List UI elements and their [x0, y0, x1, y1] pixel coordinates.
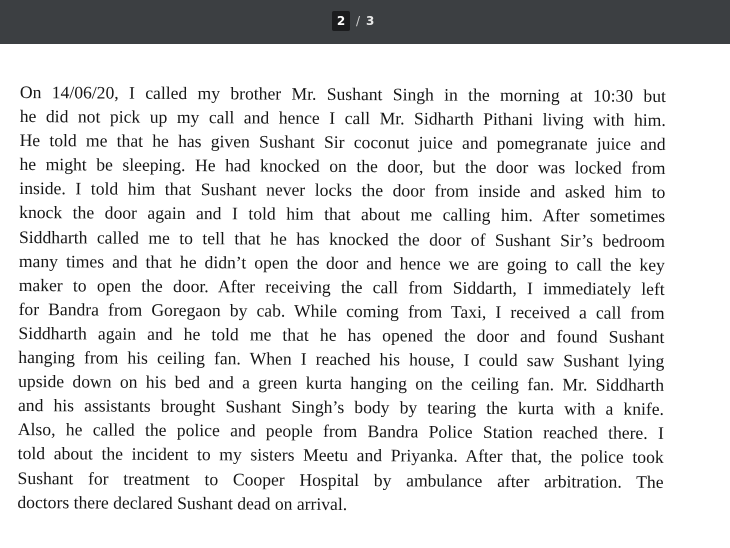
current-page-field[interactable]: 2 [332, 11, 350, 31]
text-line: Siddharth again and he told me that he has opened the door and found Sushant [18, 322, 665, 347]
text-line: hanging from his ceiling fan. When I reached his house, I could saw Sushant lying [18, 347, 665, 371]
text-line: doctors there declared Sushant dead on arrival. [17, 491, 348, 514]
total-pages: 3 [366, 14, 375, 28]
document-page [0, 44, 730, 548]
text-line: and his assistants brought Sushant Singh’s body by tearing the kurta with a knife. [17, 395, 665, 420]
text-line: told about the incident to my sisters Meetu and Priyanka. After that, the police took [17, 443, 664, 468]
page-indicator [332, 11, 374, 31]
text-line: for Bandra from Goregaon by cab. While coming from Taxi, I received a call from [18, 298, 665, 323]
text-line: inside. I told him that Sushant never locks the door from inside and asked him to [19, 178, 666, 203]
text-line: Also, he called the police and people from Bandra Police Station reached there. I [17, 419, 664, 444]
text-line: many times and that he didn’t open the door and hence we are going to call the key [18, 250, 665, 275]
text-line: he might be sleeping. He had knocked on the door, but the door was locked from [19, 154, 666, 179]
page-separator: / [356, 14, 361, 28]
text-line: Sushant for treatment to Cooper Hospital by ambulance after arbitration. The [17, 467, 664, 492]
text-line: On 14/06/20, I called my brother Mr. Sushant Singh in the morning at 10:30 but [19, 81, 666, 106]
text-line: He told me that he has given Sushant Sir coconut juice and pomegranate juice and [19, 130, 666, 155]
text-line: maker to open the door. After receiving the call from Siddarth, I immediately left [18, 274, 665, 299]
statement-paragraph [17, 80, 710, 518]
viewer-toolbar [0, 0, 730, 44]
text-line: knock the door again and I told him that about me calling him. After sometimes [19, 202, 666, 227]
text-line: upside down on his bed and a green kurta hanging on the ceiling fan. Mr. Siddharth [18, 371, 665, 396]
text-line: Siddharth called me to tell that he has knocked the door of Sushant Sir’s bedroom [18, 226, 666, 251]
text-line: he did not pick up my call and hence I call Mr. Sidharth Pithani living with him. [19, 106, 666, 131]
